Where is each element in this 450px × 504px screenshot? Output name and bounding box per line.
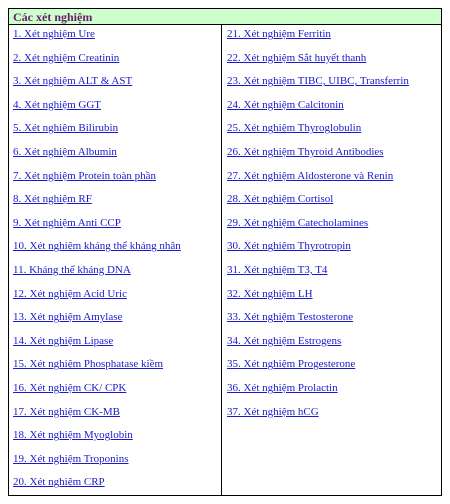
test-link[interactable]: 2. Xét nghiệm Creatinin xyxy=(13,51,120,64)
test-link[interactable]: 21. Xét nghiệm Ferritin xyxy=(227,28,331,40)
column-divider xyxy=(221,25,222,495)
test-link[interactable]: 4. Xét nghiệm GGT xyxy=(13,98,101,111)
test-link[interactable]: 30. Xét nghiệm Thyrotropin xyxy=(227,240,351,253)
test-link[interactable]: 18. Xét nghiệm Myoglobin xyxy=(13,429,133,442)
test-link[interactable]: 32. Xét nghiệm LH xyxy=(227,287,313,300)
test-link[interactable]: 24. Xét nghiệm Calcitonin xyxy=(227,98,344,111)
test-link[interactable]: 9. Xét nghiệm Anti CCP xyxy=(13,216,121,229)
test-link[interactable]: 15. Xét nghiệm Phosphatase kiềm xyxy=(13,358,164,371)
test-link[interactable]: 28. Xét nghiệm Cortisol xyxy=(227,193,334,206)
tests-columns xyxy=(9,25,441,495)
test-link[interactable]: 20. Xét nghiệm CRP xyxy=(13,476,105,489)
test-link[interactable]: 31. Xét nghiệm T3, T4 xyxy=(227,264,328,276)
test-link[interactable]: 14. Xét nghiệm Lipase xyxy=(13,334,114,347)
test-link[interactable]: 13. Xét nghiệm Amylase xyxy=(13,311,123,324)
test-link[interactable]: 25. Xét nghiệm Thyroglobulin xyxy=(227,122,362,135)
test-link[interactable]: 34. Xét nghiệm Estrogens xyxy=(227,334,342,347)
test-link[interactable]: 6. Xét nghiệm Albumin xyxy=(13,146,117,158)
test-link[interactable]: 36. Xét nghiệm Prolactin xyxy=(227,382,338,394)
test-link[interactable]: 35. Xét nghiệm Progesterone xyxy=(227,358,356,371)
test-link[interactable]: 3. Xét nghiệm ALT & AST xyxy=(13,75,133,88)
test-link[interactable]: 29. Xét nghiệm Catecholamines xyxy=(227,216,369,229)
test-link[interactable]: 19. Xét nghiệm Troponins xyxy=(13,452,129,465)
test-link[interactable]: 37. Xét nghiệm hCG xyxy=(227,405,319,418)
test-link[interactable]: 33. Xét nghiệm Testosterone xyxy=(227,311,354,324)
test-link[interactable]: 1. Xét nghiệm Ure xyxy=(13,28,95,40)
test-link[interactable]: 11. Kháng thể kháng DNA xyxy=(13,264,131,276)
test-link[interactable]: 10. Xét nghiệm kháng thể kháng nhân xyxy=(13,240,181,253)
test-link[interactable]: 12. Xét nghiệm Acid Uric xyxy=(13,287,127,300)
test-link[interactable]: 22. Xét nghiệm Sắt huyết thanh xyxy=(227,51,367,64)
test-link[interactable]: 26. Xét nghiệm Thyroid Antibodies xyxy=(227,146,384,158)
test-link[interactable]: 23. Xét nghiệm TIBC, UIBC, Transferrin xyxy=(227,75,409,88)
test-link[interactable]: 27. Xét nghiệm Aldosterone và Renin xyxy=(227,169,394,182)
test-link[interactable]: 17. Xét nghiệm CK-MB xyxy=(13,405,120,418)
test-link[interactable]: 5. Xét nghiệm Bilirubin xyxy=(13,122,119,135)
test-link[interactable]: 7. Xét nghiệm Protein toàn phần xyxy=(13,169,156,182)
tests-panel xyxy=(8,8,442,496)
test-link[interactable]: 16. Xét nghiệm CK/ CPK xyxy=(13,382,127,394)
test-link[interactable]: 8. Xét nghiệm RF xyxy=(13,193,92,206)
panel-title: Các xét nghiệm xyxy=(9,9,441,25)
